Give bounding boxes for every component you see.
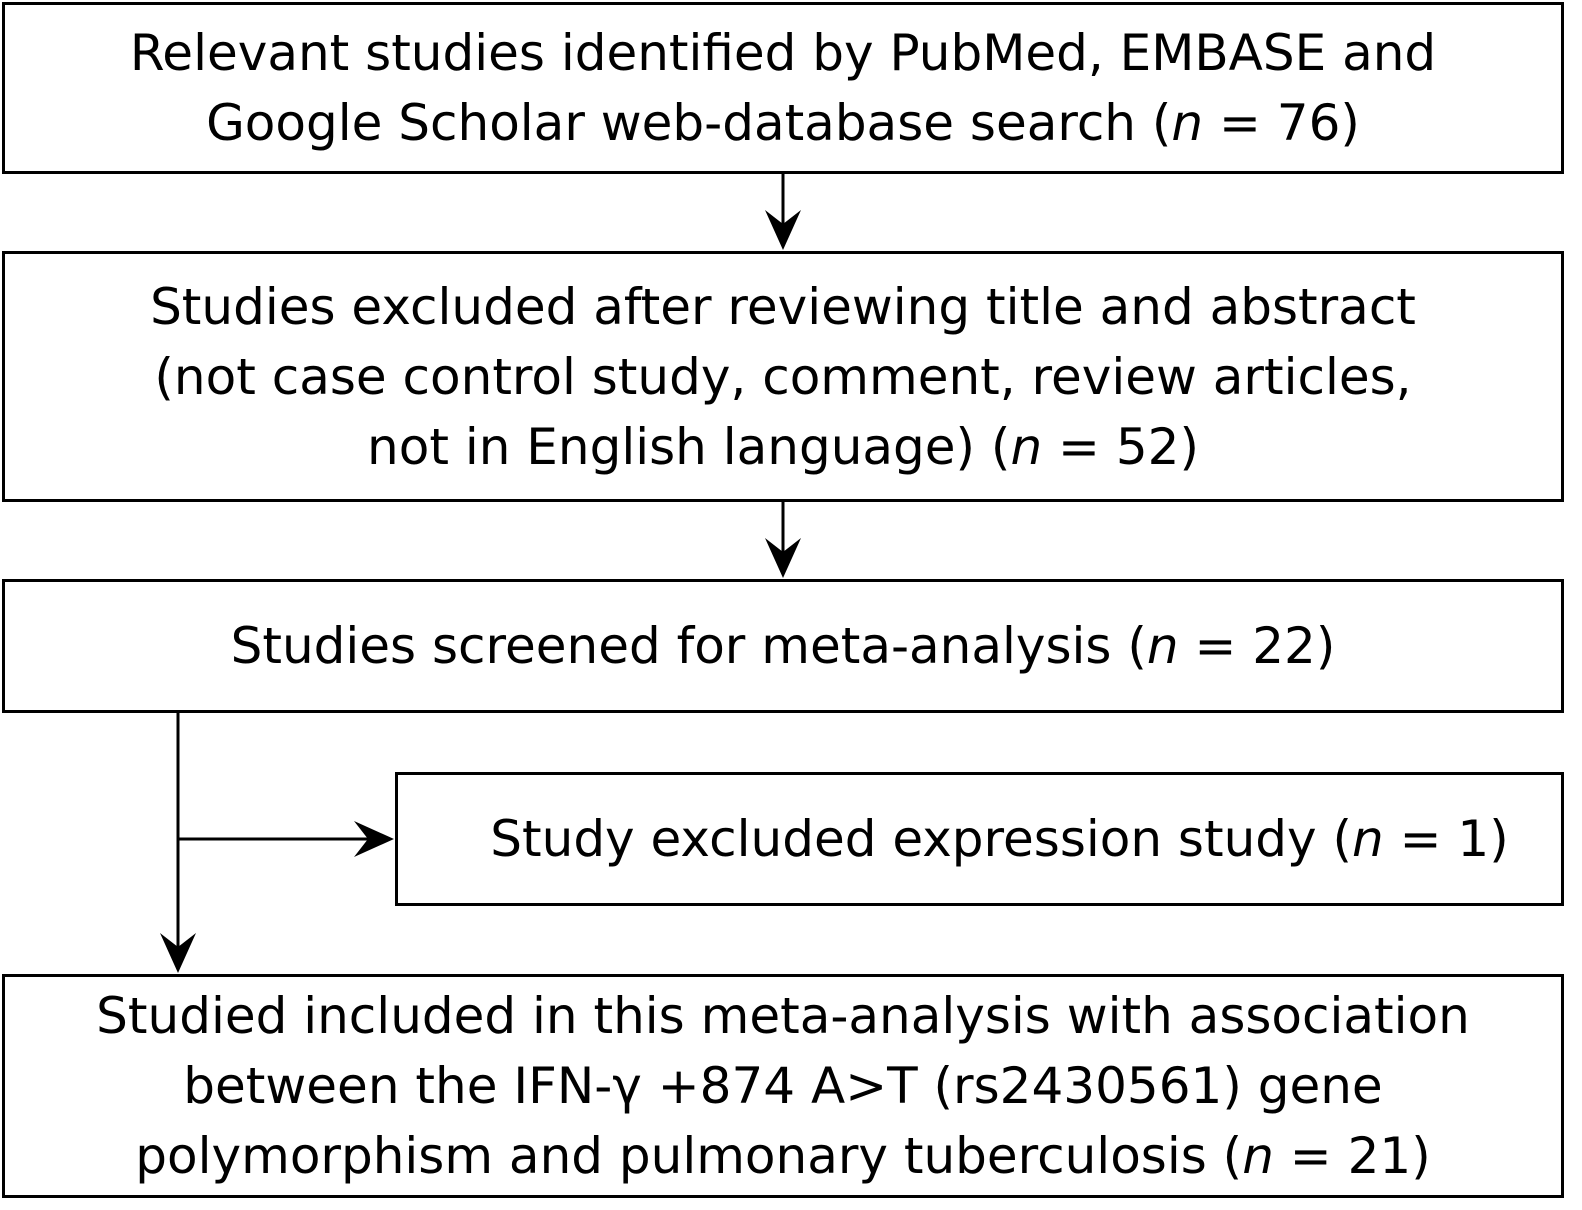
count-text: = 52) [1042,417,1199,476]
n-symbol: n [1242,1127,1274,1185]
count-text: = 21) [1273,1127,1431,1185]
n-symbol: n [1171,94,1204,152]
text: Studies screened for meta-analysis ( [230,617,1147,675]
text: Google Scholar web-database search ( [206,94,1172,152]
text: Study excluded expression study ( [490,810,1352,868]
text: Studies excluded after reviewing title and abstract [150,277,1416,336]
n-symbol: n [1352,810,1384,868]
text: Studied included in this meta-analysis with association [96,987,1470,1045]
count-text: = 76) [1203,94,1360,152]
text: (not case control study, comment, review articles, [154,347,1412,406]
n-symbol: n [1010,417,1043,476]
n-symbol: n [1146,617,1179,675]
arrowheads [160,210,801,973]
text: between the IFN-γ +874 A>T (rs2430561) gene [183,1057,1383,1115]
count-text: = 1) [1383,810,1509,868]
connector-lines [178,174,783,950]
text: Relevant studies identified by PubMed, EMBASE and [129,24,1437,82]
text: not in English language) ( [367,417,1011,476]
text: polymorphism and pulmonary tuberculosis ( [135,1127,1243,1185]
count-text: = 22) [1178,617,1336,675]
